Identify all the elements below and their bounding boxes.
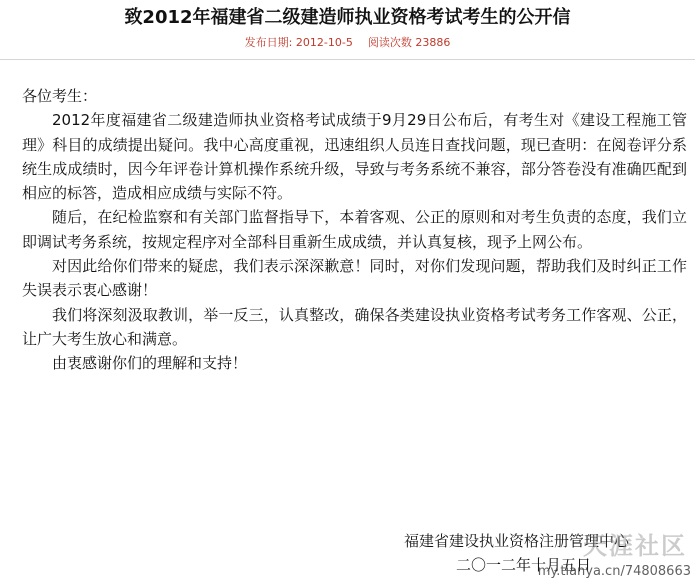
letter-paragraph: 随后，在纪检监察和有关部门监督指导下，本着客观、公正的原则和对考生负责的态度，我们立即调试考务系统，按规定程序对全部科目重新生成成绩，并认真复核，现予上网公布。 [22,208,687,251]
title-divider [0,59,695,60]
letter-paragraph: 我们将深刻汲取教训，举一反三，认真整改，确保各类建设执业资格考试考务工作客观、公正，让广大考生放心和满意。 [22,305,687,348]
article-title: 致2012年福建省二级建造师执业资格考试考生的公开信 [124,7,571,28]
letter-body [22,84,687,376]
letter-paragraph: 对因此给你们带来的疑虑，我们表示深深歉意！同时，对你们发现问题，帮助我们及时纠正工作失误表示衷心感谢！ [22,257,687,300]
letter-paragraph: 2012年度福建省二级建造师执业资格考试成绩于9月29日公布后，有考生对《建设工程施工管理》科目的成绩提出疑问。我中心高度重视，迅速组织人员连日查找问题，现已查明：在阅卷评分系统生成成绩时，因今年评卷计算机操作系统升级，导致与考务系统不兼容，部分答卷没有准确匹配到相应的标答，造成相应成绩与实际不符。 [22,111,687,203]
views-label: 阅读次数 [367,36,412,49]
watermark-url: my.tianya.cn/74808663 [537,564,691,579]
publish-date-label: 发布日期: [244,36,293,49]
letter-paragraph: 由衷感谢你们的理解和支持！ [52,354,248,373]
letter-greeting: 各位考生： [22,87,98,105]
views-count: 23886 [415,36,451,49]
publish-date: 2012-10-5 [295,36,353,49]
signature-organization: 福建省建设执业资格注册管理中心 [403,532,629,550]
signature-date: 二〇一二年十月五日 [455,556,591,574]
article-meta [0,36,695,50]
site-watermark: 天涯社区 [583,532,687,560]
